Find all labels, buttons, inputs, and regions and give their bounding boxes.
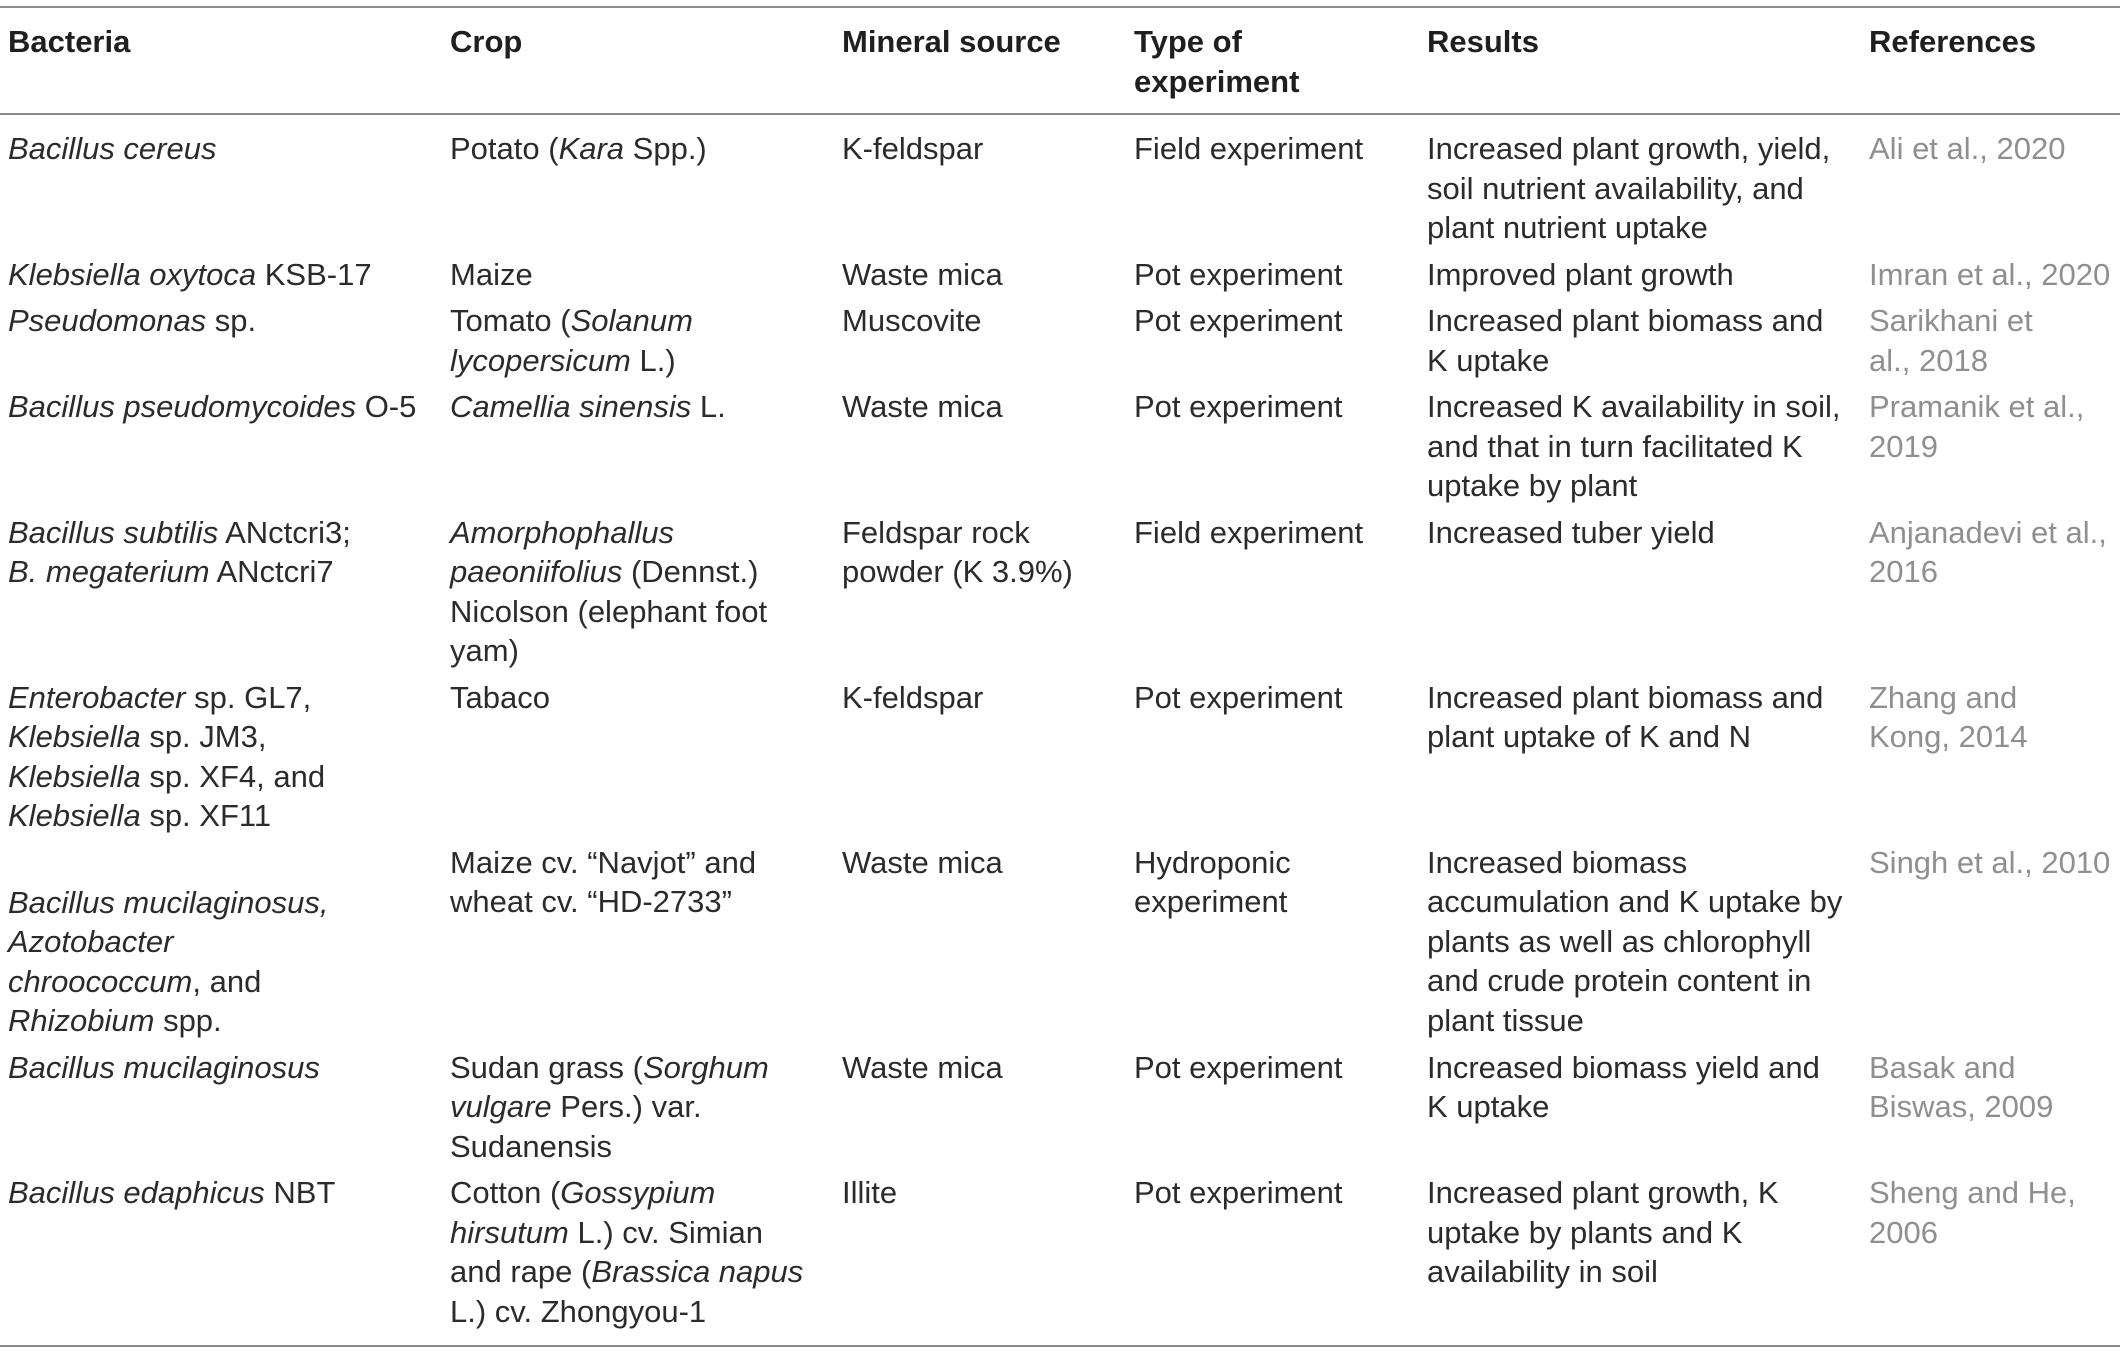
- bacteria-text: sp.: [206, 303, 257, 338]
- cell-type: Pot experiment: [1134, 679, 1343, 715]
- cell-mineral: Illite: [834, 1169, 1126, 1346]
- table-row: [0, 1169, 2120, 1346]
- table-row: [0, 114, 2120, 251]
- bacteria-name: Bacillus cereus: [8, 131, 217, 166]
- crop-text: L.: [691, 389, 726, 424]
- cell-bacteria: [0, 839, 442, 1044]
- cell-reference: Ali et al., 2020: [1869, 131, 2066, 166]
- cell-mineral: K-feldspar: [842, 679, 984, 715]
- header-bacteria: Bacteria: [0, 7, 442, 114]
- cell-reference: Sheng and He, 2006: [1861, 1169, 2120, 1346]
- crop-text: Sudan grass (: [450, 1049, 643, 1085]
- bacteria-text: sp. XF11: [140, 798, 272, 833]
- cell-bacteria: [0, 1169, 442, 1346]
- cell-results: Increased plant biomass and plant uptake of K and N: [1427, 679, 1824, 754]
- cell-crop: [442, 297, 834, 383]
- bacteria-text: NBT: [264, 1175, 336, 1210]
- cell-results: Increased biomass yield and K uptake: [1427, 1049, 1820, 1124]
- cell-reference: Basak and Biswas, 2009: [1869, 1049, 2054, 1124]
- table-row: [0, 383, 2120, 509]
- table-row: [0, 839, 2120, 1044]
- crop-text: Tomato (: [450, 303, 571, 338]
- bacteria-name: Klebsiella: [8, 758, 141, 794]
- cell-crop: [442, 1169, 834, 1346]
- cell-results: Increased plant growth, K uptake by plants and K availability in soil: [1419, 1169, 1861, 1346]
- bacteria-text: ANctcri3;: [218, 514, 351, 550]
- bacteria-name: Klebsiella oxytoca: [8, 256, 257, 292]
- cell-crop: [442, 674, 834, 839]
- bacteria-name: B. megaterium: [8, 554, 210, 589]
- crop-italic: Camellia sinensis: [450, 389, 692, 424]
- cell-type: Pot experiment: [1134, 1049, 1343, 1085]
- cell-crop: [442, 383, 834, 509]
- bacteria-name: Bacillus pseudomycoides: [8, 389, 357, 424]
- crop-text: Tabaco: [450, 679, 550, 715]
- header-type-of-experiment: Type of experiment: [1126, 7, 1419, 114]
- crop-text: Spp.): [624, 131, 707, 166]
- cell-reference: Sarikhani et al., 2018: [1869, 303, 2033, 378]
- cell-results: Improved plant growth: [1427, 256, 1734, 292]
- cell-results: Increased tuber yield: [1427, 514, 1715, 550]
- cell-reference: Imran et al., 2020: [1869, 256, 2111, 292]
- cell-bacteria: [0, 297, 442, 383]
- cell-bacteria: [0, 674, 442, 839]
- crop-text: L.) cv. Simian and rape (: [450, 1214, 763, 1289]
- cell-crop: [442, 839, 834, 1044]
- bacteria-name: Bacillus edaphicus: [8, 1175, 265, 1210]
- cell-bacteria: [0, 509, 442, 674]
- cell-results: Increased plant growth, yield, soil nutrient availability, and plant nutrient uptake: [1427, 131, 1831, 245]
- crop-italic: Solanum lycopersicum: [450, 303, 693, 378]
- bacteria-text: sp. JM3,: [140, 719, 267, 754]
- crop-text: Potato (: [450, 131, 559, 166]
- cell-mineral: Waste mica: [842, 844, 1003, 880]
- header-crop: Crop: [442, 7, 834, 114]
- crop-text: Pers.) var. Sudanensis: [450, 1089, 702, 1164]
- cell-mineral: Feldspar rock powder (K 3.9%): [842, 514, 1073, 589]
- cell-type: Hydroponic experiment: [1134, 844, 1291, 919]
- crop-text: L.) cv. Zhongyou-1: [450, 1293, 707, 1329]
- bacteria-text: ANctcri7: [209, 554, 334, 589]
- cell-type: Field experiment: [1134, 131, 1364, 166]
- cell-bacteria: [0, 1044, 442, 1170]
- bacteria-name: Bacillus mucilaginosus: [8, 1049, 320, 1085]
- cell-type: Pot experiment: [1134, 256, 1343, 292]
- cell-reference: Singh et al., 2010: [1869, 844, 2111, 880]
- bacteria-name: Klebsiella: [8, 798, 141, 833]
- bacteria-text: spp.: [154, 1003, 222, 1038]
- table-row: [0, 509, 2120, 674]
- cell-type: Pot experiment: [1126, 1169, 1419, 1346]
- header-row: [0, 7, 2120, 114]
- table-row: [0, 674, 2120, 839]
- crop-italic: Sorghum vulgare: [450, 1049, 769, 1124]
- bacteria-name: Bacillus mucilaginosus, Azotobacter chroococcum: [8, 884, 329, 999]
- bacteria-name: Rhizobium: [8, 1003, 155, 1038]
- bacteria-text: sp. GL7,: [185, 679, 312, 715]
- cell-crop: [442, 114, 834, 251]
- header-mineral-source: Mineral source: [834, 7, 1126, 114]
- cell-results: Increased K availability in soil, and that in turn facilitated K uptake by plant: [1427, 389, 1841, 503]
- crop-text: Maize cv. “Navjot” and wheat cv. “HD-2733”: [450, 844, 757, 919]
- cell-type: Field experiment: [1134, 514, 1364, 550]
- cell-type: Pot experiment: [1134, 389, 1343, 424]
- header-results: Results: [1419, 7, 1861, 114]
- cell-bacteria: [0, 251, 442, 298]
- bacteria-name: Bacillus subtilis: [8, 514, 219, 550]
- cell-mineral: Muscovite: [842, 303, 982, 338]
- crop-italic: Amorphophallus paeoniifolius: [450, 514, 675, 589]
- cell-bacteria: [0, 383, 442, 509]
- cell-mineral: Waste mica: [842, 389, 1003, 424]
- cell-mineral: Waste mica: [842, 1049, 1003, 1085]
- bacteria-text: KSB-17: [256, 256, 372, 292]
- crop-italic: Kara: [558, 131, 625, 166]
- table-row: [0, 251, 2120, 298]
- bacteria-name: Klebsiella: [8, 719, 141, 754]
- cell-crop: [442, 251, 834, 298]
- crop-text: (Dennst.) Nicolson (elephant foot yam): [450, 554, 768, 668]
- cell-crop: [442, 1044, 834, 1170]
- cell-bacteria: [0, 114, 442, 251]
- cell-reference: Zhang and Kong, 2014: [1869, 679, 2028, 754]
- header-references: References: [1861, 7, 2120, 114]
- table-row: [0, 1044, 2120, 1170]
- bacteria-name: Pseudomonas: [8, 303, 207, 338]
- cell-crop: [442, 509, 834, 674]
- crop-text: Cotton (: [450, 1175, 561, 1210]
- crop-italic: Brassica napus: [591, 1254, 804, 1289]
- bacteria-text: , and: [192, 963, 262, 999]
- bacteria-table: [0, 6, 2120, 1347]
- cell-results: Increased plant biomass and K uptake: [1427, 303, 1824, 378]
- cell-reference: Pramanik et al., 2019: [1869, 389, 2085, 464]
- crop-text: L.): [630, 342, 676, 378]
- crop-italic: Gossypium hirsutum: [450, 1175, 716, 1250]
- bacteria-name: Enterobacter: [8, 679, 186, 715]
- cell-mineral: Waste mica: [842, 256, 1003, 292]
- bacteria-text: sp. XF4, and: [140, 758, 326, 794]
- cell-mineral: K-feldspar: [842, 131, 984, 166]
- cell-reference: Anjanadevi et al., 2016: [1869, 514, 2107, 589]
- bacteria-text: O-5: [356, 389, 417, 424]
- table-row: [0, 297, 2120, 383]
- cell-results: Increased biomass accumulation and K uptake by plants as well as chlorophyll and crude protein content in plant tissue: [1427, 844, 1843, 1038]
- crop-text: Maize: [450, 256, 533, 292]
- cell-type: Pot experiment: [1134, 303, 1343, 338]
